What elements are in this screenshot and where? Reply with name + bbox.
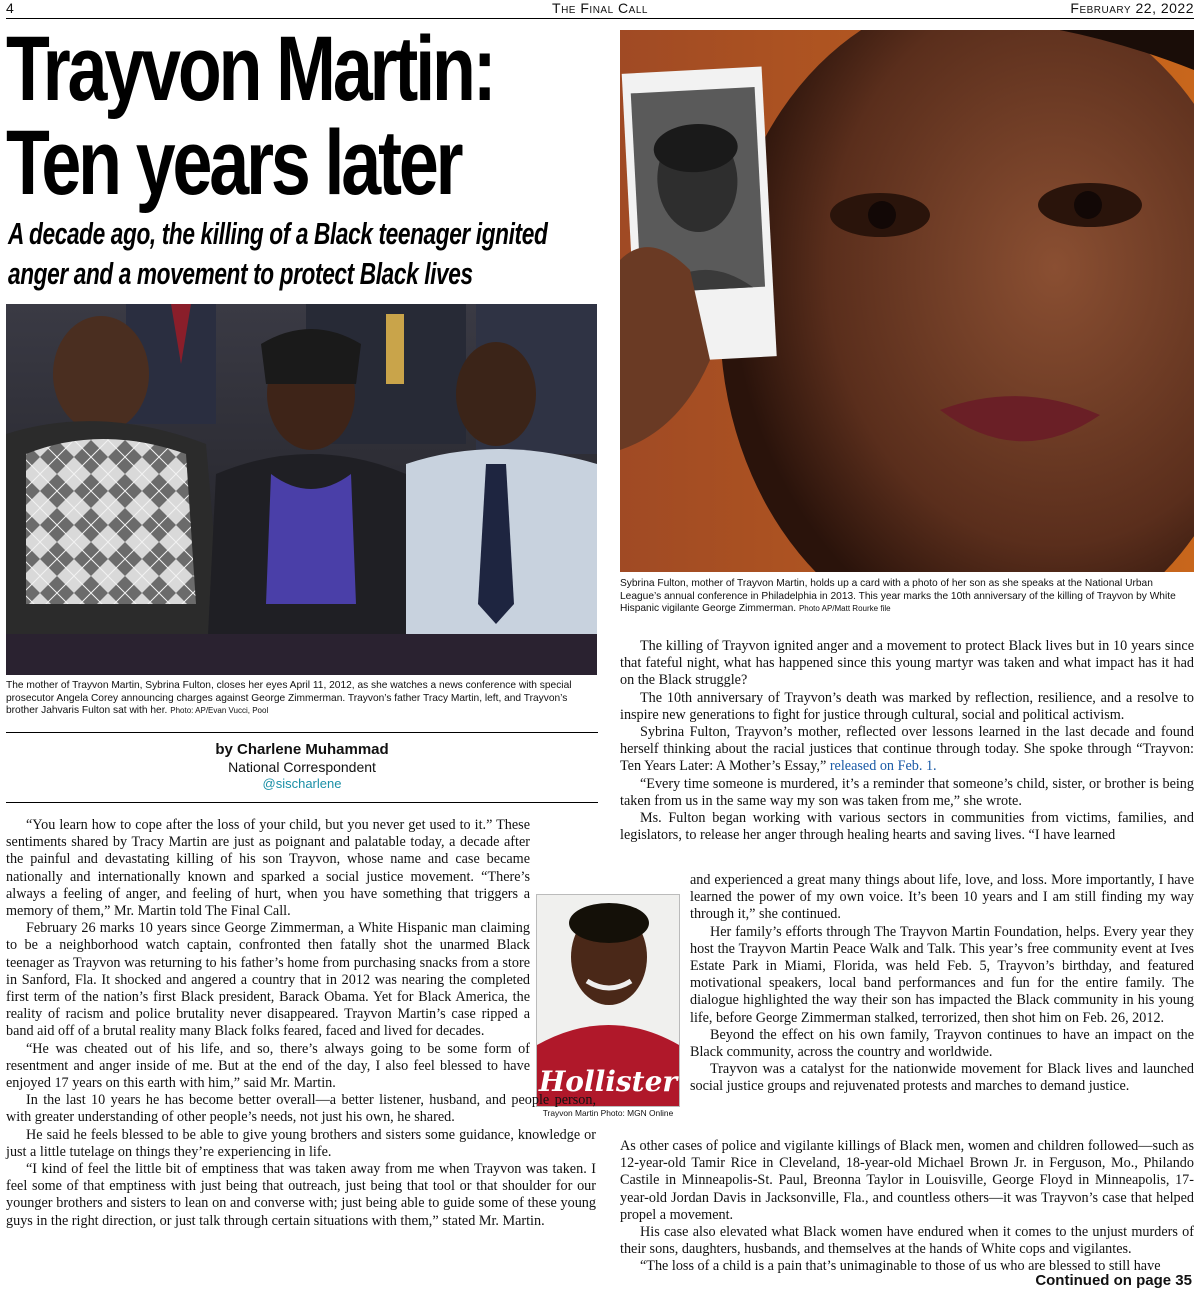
paragraph: “He was cheated out of his life, and so, there’s always going to be some form of resentment and anger inside of me. But at the end of the day, I also feel blessed to have enjoyed 17 years on this earth with him,” said Mr. Martin. <box>6 1040 530 1092</box>
paragraph: The 10th anniversary of Trayvon’s death was marked by reflection, resilience, and a resolve to inspire new generations to fight for justice through cultural, social and political activism. <box>620 689 1194 723</box>
article-body-wrap-text <box>690 872 1194 1096</box>
paragraph: “You learn how to cope after the loss of your child, but you never get used to it.” These sentiments shared by Tracy Martin are just as poignant and palatable today, a decade after the painful and devastating killing of his son Trayvon, whose name and case became nationally and internationally known and sparked a social justice movement. “There’s always a feeling of anger, and feeling of hurt, when you have something that triggers a memory of them,” Mr. Martin told The Final Call. <box>6 817 530 920</box>
family-photo-credit: Photo: AP/Evan Vucci, Pool <box>170 706 269 716</box>
shirt-text: Hollister <box>538 1065 678 1098</box>
paragraph: “Every time someone is murdered, it’s a reminder that someone’s child, sister, or brother is being taken from us in the same way my son was taken from me,” she wrote. <box>620 775 1194 809</box>
publication-name: The Final Call <box>552 0 648 16</box>
paragraph: Ms. Fulton began working with various sectors in communities from victims, families, and legislators, to release her anger through healing hearts and saving lives. “I have learned <box>620 810 1194 844</box>
author-role: National Correspondent <box>228 759 376 775</box>
family-photo-caption <box>6 680 598 718</box>
paragraph: “The loss of a child is a pain that’s unimaginable to those of us who are blessed to still have <box>640 1258 1161 1275</box>
paragraph: His case also elevated what Black women have endured when it comes to the unjust murders of their sons, daughters, husbands, and themselves at the hands of White cops and vigilantes. <box>620 1224 1194 1258</box>
paragraph: He said he feels blessed to be able to give young brothers and sisters some guidance, knowledge or just a little tutelage on things they’re experiencing in life. <box>6 1126 596 1160</box>
author-twitter-handle[interactable]: @sischarlene <box>262 776 342 791</box>
article-body-right-bottom <box>620 1138 1194 1276</box>
essay-link[interactable]: released on Feb. 1. <box>829 758 937 775</box>
paragraph <box>620 724 1194 776</box>
fulton-photo-credit: Photo AP/Matt Rourke file <box>798 604 891 614</box>
fulton-photo-illustration <box>620 30 1194 572</box>
page-number: 4 <box>6 0 14 16</box>
continued-on-page-link[interactable]: Continued on page 35 <box>1035 1272 1192 1289</box>
byline-bottom-rule <box>6 802 598 803</box>
article-body-left-column <box>6 817 596 1230</box>
issue-date: February 22, 2022 <box>1070 0 1194 16</box>
fulton-photo <box>620 30 1194 572</box>
paragraph: As other cases of police and vigilante killings of Black men, women and children followed—such as 12-year-old Tamir Rice in Cleveland, 18-year-old Michael Brown Jr. in Ferguson, Mo., Philando Castile in Minneapolis-St. Paul, Breonna Taylor in Louisville, George Floyd in Minneapolis, 17-year-old Jordan Davis in Jacksonville, Fla., and countless others—it was Trayvon’s case that helped propel a movement. <box>620 1138 1194 1223</box>
fulton-photo-caption-text: Sybrina Fulton, mother of Trayvon Martin, holds up a card with a photo of her son as she speaks at the National Urban League’s annual conference in Philadelphia in 2013. This year marks the 10th anniversary of the killing of Trayvon by White Hispanic vigilante George Zimmerman. <box>620 578 1176 615</box>
folio-bar <box>6 0 1194 19</box>
family-photo-caption-text: The mother of Trayvon Martin, Sybrina Fulton, closes her eyes April 11, 2012, as she watches a news conference with special prosecutor Angela Corey announcing charges against George Zimmerman. Trayvon’s father Tracy Martin, left, and Trayvon’s brother Jahvaris Fulton sat with her. <box>6 680 572 717</box>
paragraph: and experienced a great many things about life, love, and loss. More importantly, I have learned the power of my own voice. It’s been 10 years and I am still finding my way through it,” she continued. <box>690 872 1194 923</box>
paragraph-text: Sybrina Fulton, Trayvon’s mother, reflected over lessons learned in the last decade and found herself thinking about the racial justices that continue through today. She spoke through “Trayvon: Ten Years Later: A Mother’s Essay,” <box>620 724 1194 775</box>
headline-line-2: Ten years later <box>6 112 461 214</box>
paragraph: In the last 10 years he has become better overall—a better listener, husband, and people person, with greater understanding of other people’s needs, not just his own, he shared. <box>6 1092 596 1126</box>
subheadline: A decade ago, the killing of a Black teenager ignited anger and a movement to protect Black lives <box>8 216 548 291</box>
paragraph: “I kind of feel the little bit of emptiness that was taken away from me when Trayvon was taken. I feel some of that emptiness with just being that outreach, just being that tool or that shoulder for our younger brothers and sisters to lean on and converse with; just being able to guide some of these young guys in the right direction, or just talk through certain situations with them,” stated Mr. Martin. <box>6 1161 596 1229</box>
fulton-photo-caption <box>620 578 1194 616</box>
family-photo-illustration <box>6 304 597 675</box>
article-body-right-column <box>620 638 1194 844</box>
headline <box>6 18 494 214</box>
trayvon-portrait-caption: Trayvon Martin Photo: MGN Online <box>542 1108 674 1118</box>
paragraph: The killing of Trayvon ignited anger and a movement to protect Black lives but in 10 years since that fateful night, what has happened since this young martyr was taken and what impact has it had on the Black struggle? <box>620 638 1194 689</box>
paragraph: February 26 marks 10 years since George Zimmerman, a White Hispanic man claiming to be a neighborhood watch captain, confronted then fatally shot the unarmed Black teenager as Trayvon was returning to his father’s home from purchasing snacks from a store in Sanford, Fla. It shocked and angered a country that in 2012 was nearing the completed first term of the nation’s first Black president, Barack Obama. Yet for Black America, the reality of racism and police brutality never disappeared. Trayvon Martin’s case ripped a band aid off of a brutal reality many Black folks feared, faced and lived for decades. <box>6 920 530 1040</box>
paragraph: Trayvon was a catalyst for the nationwide movement for Black lives and launched social justice groups and rejuvenated protests and marches to demand justice. <box>690 1061 1194 1095</box>
paragraph: Her family’s efforts through The Trayvon Martin Foundation, helps. Every year they host the Trayvon Martin Peace Walk and Talk. This year’s free community event at Ives Estate Park in Miami, Florida, was held Feb. 5, Trayvon’s birthday, and featured motivational speakers, local band performances and fun for the entire family. The dialogue highlighted the way their son has impacted the Black community in his young life, before George Zimmerman stalked, terrorized, then shot him on Feb. 26, 2012. <box>690 923 1194 1026</box>
family-photo <box>6 304 597 675</box>
paragraph: Beyond the effect on his own family, Trayvon continues to have an impact on the Black community, across the country and worldwide. <box>690 1026 1194 1061</box>
byline <box>6 741 598 792</box>
byline-top-rule <box>6 732 598 733</box>
headline-line-1: Trayvon Martin: <box>6 18 494 120</box>
author-name: by Charlene Muhammad <box>215 741 389 758</box>
